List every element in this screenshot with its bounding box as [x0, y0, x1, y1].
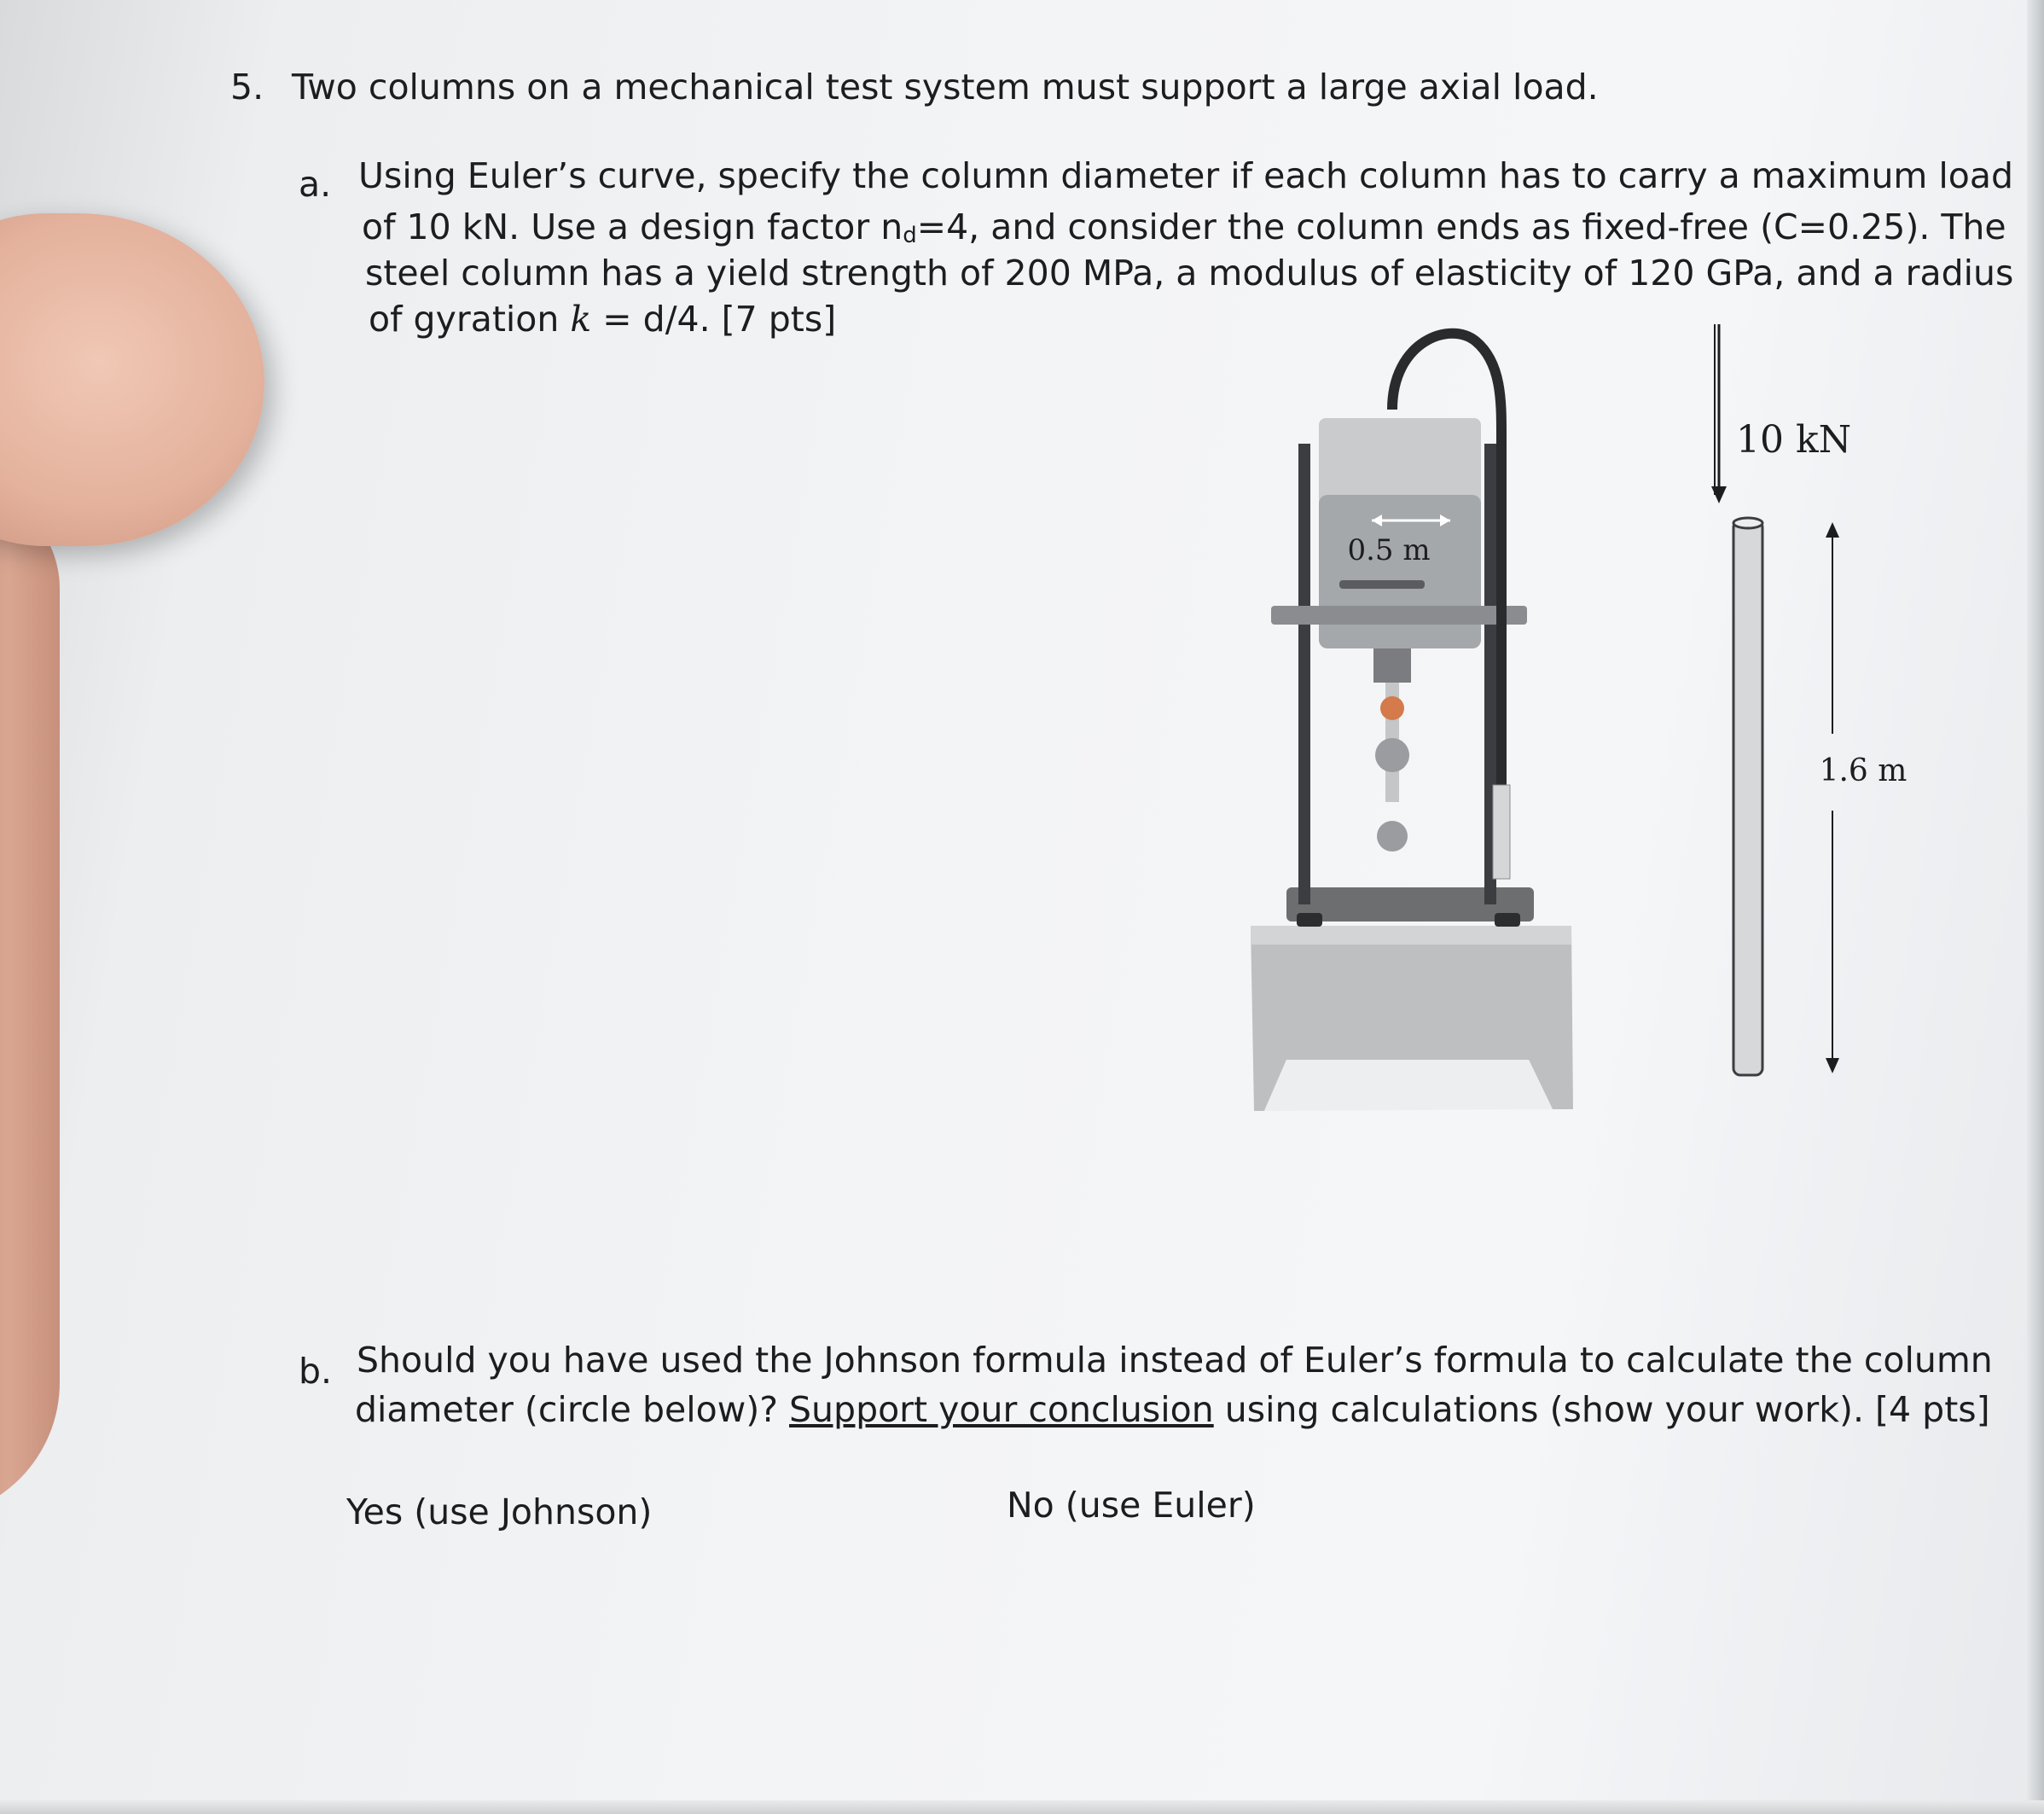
choice-yes-johnson[interactable]: Yes (use Johnson): [346, 1491, 653, 1532]
part-b-label: b.: [299, 1351, 333, 1392]
gyration-symbol: k: [570, 299, 592, 340]
part-b-line-1: Should you have used the Johnson formula instead of Euler’s formula to calculate the column: [357, 1340, 1993, 1381]
dimension-arrow-down-icon: [1826, 1058, 1839, 1073]
part-a-line-4-pre: of gyration: [369, 299, 571, 340]
part-a-line-2-pre: of 10 kN. Use a design factor n: [362, 206, 903, 247]
part-a-line-4-post: = d/4. [7 pts]: [591, 299, 837, 340]
design-factor-subscript: d: [903, 223, 917, 248]
question-title: Two columns on a mechanical test system must support a large axial load.: [292, 67, 1599, 108]
test-system-figure: [1246, 324, 1945, 1143]
question-number: 5.: [230, 67, 264, 108]
paper-bottom-edge: [0, 1800, 2044, 1814]
part-a-line-2-post: =4, and consider the column ends as fixed-free (C=0.25). The: [916, 206, 2006, 247]
test-machine: [1271, 334, 1534, 927]
hand-thumb: [0, 486, 60, 1519]
part-b-line-2-post: using calculations (show your work). [4 pts]: [1213, 1389, 1990, 1430]
length-label: 1.6 m: [1819, 753, 1908, 788]
part-a-line-2: [362, 206, 2006, 248]
part-a-label: a.: [299, 164, 332, 205]
part-b-line-2-pre: diameter (circle below)?: [355, 1389, 790, 1430]
dimension-arrow-up-icon: [1826, 522, 1839, 538]
part-a-line-4: [369, 299, 836, 340]
part-a-line-1: Using Euler’s curve, specify the column diameter if each column has to carry a maximum load: [358, 155, 2014, 196]
width-label: 0.5 m: [1347, 533, 1431, 567]
underlined-instruction: Support your conclusion: [789, 1389, 1214, 1430]
load-label: 10 kN: [1736, 418, 1852, 462]
paper-edge: [2027, 0, 2044, 1814]
choice-no-euler[interactable]: No (use Euler): [1007, 1485, 1256, 1526]
load-arrow-icon: [1711, 486, 1727, 503]
table: [1251, 926, 1573, 1111]
part-a-line-3: steel column has a yield strength of 200 MPa, a modulus of elasticity of 120 GPa, and a radius: [365, 253, 2014, 294]
part-b-line-2: [355, 1389, 1990, 1430]
